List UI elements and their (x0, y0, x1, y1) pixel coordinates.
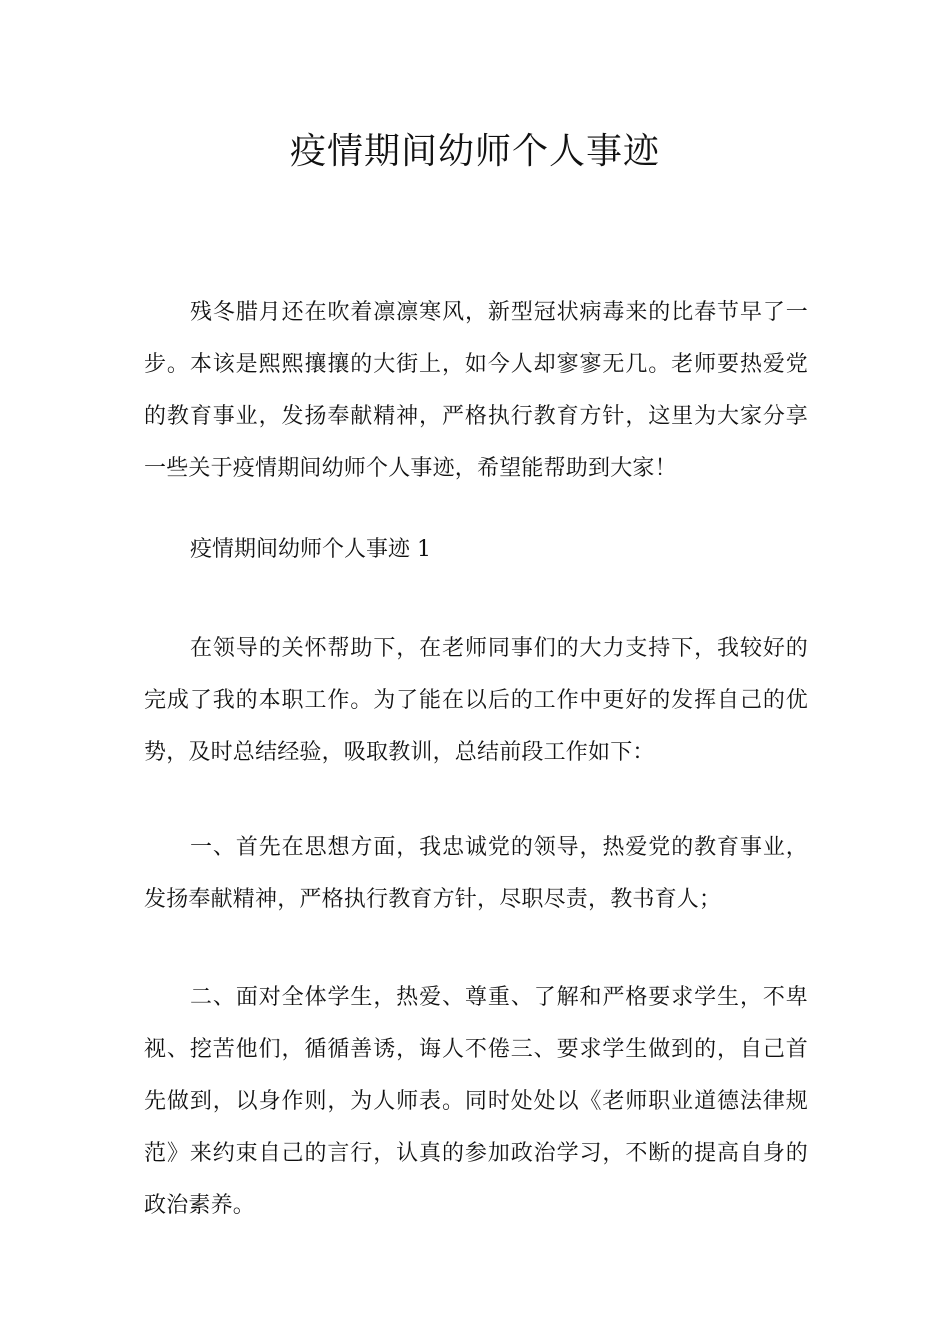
body-paragraph: 二、面对全体学生，热爱、尊重、了解和严格要求学生，不卑视、挖苦他们，循循善诱，诲人不倦三、要求学生做到的，自己首先做到，以身作则，为人师表。同时处处以《老师职业道德法律规范》来约束自己的言行，认真的参加政治学习，不断的提高自身的政治素养。 (144, 985, 808, 1218)
section-heading: 疫情期间幼师个人事迹 1 (190, 537, 431, 562)
intro-paragraph: 残冬腊月还在吹着凛凛寒风，新型冠状病毒来的比春节早了一步。本该是熙熙攘攘的大街上，如今人却寥寥无几。老师要热爱党的教育事业，发扬奉献精神，严格执行教育方针，这里为大家分享一些关于疫情期间幼师个人事迹，希望能帮助到大家！ (144, 300, 808, 481)
body-paragraph: 一、首先在思想方面，我忠诚党的领导，热爱党的教育事业，发扬奉献精神，严格执行教育方针，尽职尽责，教书育人； (144, 835, 808, 912)
document-title: 疫情期间幼师个人事迹 (289, 131, 660, 172)
body-paragraph: 在领导的关怀帮助下，在老师同事们的大力支持下，我较好的完成了我的本职工作。为了能在以后的工作中更好的发挥自己的优势，及时总结经验，吸取教训，总结前段工作如下： (144, 636, 808, 765)
